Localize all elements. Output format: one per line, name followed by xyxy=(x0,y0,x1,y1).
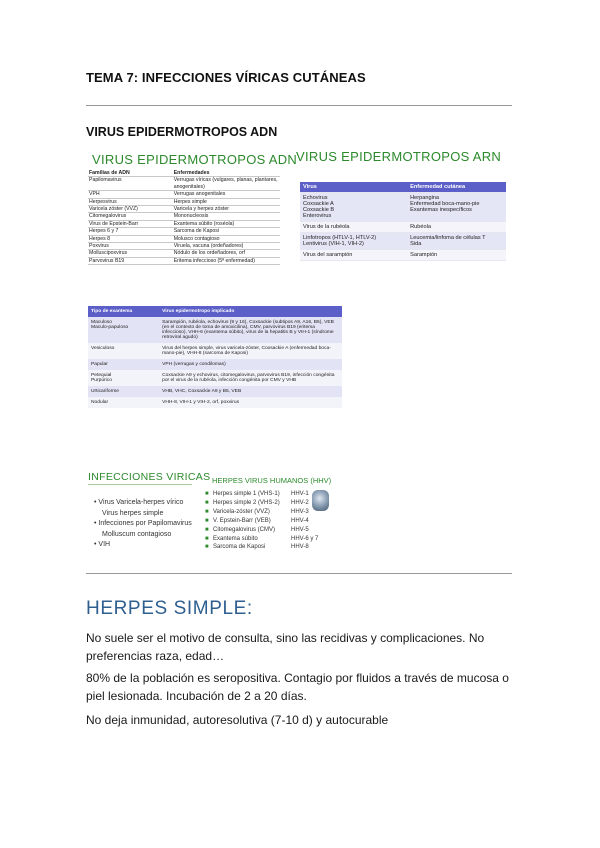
adn-cell-disease: Molusco contagioso xyxy=(173,235,220,242)
arn-cell-virus: Linfotropos (HTLV-1, HTLV-2) Lentivirus (VIH-1, VIH-2) xyxy=(300,233,407,250)
infecciones-item: Molluscum contagioso xyxy=(102,530,172,538)
adn-cell-family: Varicela zóster (VVZ) xyxy=(89,206,138,213)
bullet-icon: ■ xyxy=(205,517,209,524)
adn-cell-family: Citomegalovirus xyxy=(89,213,127,220)
infecciones-title: INFECCIONES VIRICAS xyxy=(88,471,211,483)
herpes-heading: HERPES SIMPLE: xyxy=(86,598,253,619)
hhv-name: Herpes simple 2 (VHS-2) xyxy=(213,499,280,506)
exantema-header-row xyxy=(88,306,342,317)
arn-cell-disease: Sarampión xyxy=(407,250,506,261)
exantema-table-image xyxy=(88,306,342,408)
adn-cell-disease: Viruela, vacuna (ordeñadores) xyxy=(173,243,244,250)
hhv-code: HHV-2 xyxy=(291,499,309,506)
adn-cell-family: Poxvirus xyxy=(89,243,109,250)
arn-row xyxy=(300,233,506,250)
arn-row xyxy=(300,250,506,261)
exantema-cell-virus: Sarampión, rubéola, echovirus (9 y 16), Coxsackie (subtipos A9, A16, B5), VEB (en el contexto de toma de amoxicilina), CMV, parvovirus B19 (eritema infeccioso), VHH-6 (exantema súbito), virus de la hepatitis B y VIH-1 (síndrome retroviral agudo) xyxy=(159,317,342,343)
adn-cell-disease: Herpes simple xyxy=(173,198,207,205)
adn-row xyxy=(88,191,280,198)
hhv-row xyxy=(205,535,331,544)
hhv-row xyxy=(205,508,331,517)
infecciones-underline xyxy=(88,484,192,485)
adn-cell-disease: Verrugas víricas (vulgares, planas, plantares, anogenitales) xyxy=(173,177,278,190)
adn-cell-family: VPH xyxy=(89,191,100,198)
exantema-cell-virus: Virus del herpes simple, virus varicela-zóster, Coxsackie A (enfermedad boca-mano-pie), VHH-8 (sarcoma de Kaposi) xyxy=(159,343,342,359)
infecciones-list xyxy=(94,498,192,551)
adn-cell-disease: Exantema súbito (roséola) xyxy=(173,220,235,227)
adn-cell-family: Familias de ADN xyxy=(89,170,130,176)
adn-row xyxy=(88,221,280,228)
section-heading-adn: VIRUS EPIDERMOTROPOS ADN xyxy=(86,125,278,139)
exantema-cell-type: Vesiculoso xyxy=(88,343,159,359)
hhv-name: Citomegalovirus (CMV) xyxy=(213,526,276,533)
exantema-cell-type: Petequial Purpúrico xyxy=(88,370,159,386)
exantema-cell-virus: VPH (verrugas y condilomas) xyxy=(159,359,342,370)
arn-cell-virus: Virus del sarampión xyxy=(300,250,407,261)
arn-header-cell: Virus xyxy=(300,182,407,193)
hhv-code: HHV-4 xyxy=(291,517,309,524)
adn-row xyxy=(88,213,280,220)
adn-cell-disease: Enfermedades xyxy=(173,170,210,176)
divider-top xyxy=(86,105,512,106)
document-title: TEMA 7: INFECCIONES VÍRICAS CUTÁNEAS xyxy=(86,70,366,85)
adn-row xyxy=(88,236,280,243)
arn-cell-disease: Rubéola xyxy=(407,222,506,233)
exantema-cell-type: Urticariforme xyxy=(88,386,159,397)
paragraph-1: No suele ser el motivo de consulta, sino las recidivas y complicaciones. No preferencias raza, edad… xyxy=(86,631,485,663)
arn-row xyxy=(300,193,506,222)
infecciones-item: • Virus Varicela-herpes vírico xyxy=(94,499,184,506)
arn-row xyxy=(300,222,506,233)
divider-middle xyxy=(86,573,512,574)
exantema-row xyxy=(88,317,342,343)
paragraph-3: No deja inmunidad, autoresolutiva (7-10 d) y autocurable xyxy=(86,713,389,727)
infecciones-item: Virus herpes simple xyxy=(102,509,164,517)
adn-cell-family: Virus de Epstein-Barr xyxy=(89,220,139,227)
bullet-icon: ■ xyxy=(205,499,209,506)
adn-row xyxy=(88,199,280,206)
adn-cell-disease: Eritema infeccioso (5ª enfermedad) xyxy=(173,257,255,264)
hhv-row xyxy=(205,517,331,526)
adn-image-title: VIRUS EPIDERMOTROPOS ADN xyxy=(92,152,298,167)
adn-cell-family: Molluscipoxvirus xyxy=(89,250,128,257)
hhv-code: HHV-8 xyxy=(291,544,309,551)
exantema-cell-type: Nodular xyxy=(88,397,159,408)
adn-row xyxy=(88,258,280,265)
exantema-header-cell: Virus epidermotropo implicado xyxy=(159,306,342,317)
exantema-row xyxy=(88,386,342,397)
arn-cell-virus: Echovirus Coxsackie A Coxsackie B Enterovirus xyxy=(300,193,407,222)
arn-header-row xyxy=(300,182,506,193)
adn-cell-disease: Nódulo de los ordeñadores, orf xyxy=(173,250,245,257)
bullet-icon: ■ xyxy=(205,491,209,497)
exantema-row xyxy=(88,359,342,370)
bullet-icon: ■ xyxy=(205,535,209,542)
adn-cell-disease: Sarcoma de Kaposi xyxy=(173,228,219,235)
bullet-icon: ■ xyxy=(205,544,209,551)
adn-row xyxy=(88,177,280,191)
exantema-header-cell: Tipo de exantema xyxy=(88,306,159,317)
exantema-row xyxy=(88,343,342,359)
adn-cell-disease: Mononucleosis xyxy=(173,213,209,220)
exantema-cell-virus: Coxsackie A9 y echovirus, citomegalovirus, parvovirus B19, infección congénita por el virus de la rubéola, infección congénita por CMV y VHB xyxy=(159,370,342,386)
hhv-name: Exantema súbito xyxy=(213,535,258,542)
adn-cell-disease: Verrugas anogenitales xyxy=(173,191,226,198)
exantema-cell-type: Maculoso Maculo-papuloso xyxy=(88,317,159,343)
infecciones-item: • Infecciones por Papilomavirus xyxy=(94,520,192,527)
adn-cell-family: Parvovirus B19 xyxy=(89,257,125,264)
hhv-name: Herpes simple 1 (VHS-1) xyxy=(213,491,280,497)
virus-image xyxy=(312,490,329,511)
hhv-name: V. Epstein-Barr (VEB) xyxy=(213,517,271,524)
infecciones-item: • VIH xyxy=(94,541,111,548)
hhv-code: HHV-1 xyxy=(291,491,309,497)
adn-cell-family: Papilomavirus xyxy=(89,177,122,184)
hhv-row xyxy=(205,543,331,552)
exantema-cell-virus: VHB, VHC, Coxsackie A9 y B5, VEB xyxy=(159,386,342,397)
arn-cell-disease: Herpangina Enfermedad boca-mano-pie Exantemas inespecíficos xyxy=(407,193,506,222)
adn-row xyxy=(88,170,280,177)
arn-header-cell: Enfermedad cutánea xyxy=(407,182,506,193)
paragraph-2: 80% de la población es seropositiva. Contagio por fluidos a través de mucosa o piel lesionada. Incubación de 2 a 20 días. xyxy=(86,671,509,703)
hhv-name: Varicela-zóster (VVZ) xyxy=(213,508,270,515)
arn-cell-virus: Virus de la rubéola xyxy=(300,222,407,233)
hhv-name: Sarcoma de Kaposi xyxy=(213,544,266,551)
exantema-cell-virus: VHH-8, VIH-1 y VIH-2, orf, poxvirus xyxy=(159,397,342,408)
adn-cell-family: Herpes 8 xyxy=(89,235,111,242)
exantema-row xyxy=(88,370,342,386)
adn-table-image xyxy=(88,170,280,265)
bullet-icon: ■ xyxy=(205,526,209,533)
adn-cell-family: Herpes 6 y 7 xyxy=(89,228,119,235)
adn-cell-disease: Varicela y herpes zóster xyxy=(173,206,229,213)
adn-cell-family: Herpesvirus xyxy=(89,198,117,205)
hhv-title: HERPES VIRUS HUMANOS (HHV) xyxy=(212,476,332,485)
adn-row xyxy=(88,243,280,250)
adn-row xyxy=(88,206,280,213)
adn-row xyxy=(88,250,280,257)
arn-cell-disease: Leucemia/linfoma de células T Sida xyxy=(407,233,506,250)
hhv-code: HHV-3 xyxy=(291,508,309,515)
bullet-icon: ■ xyxy=(205,508,209,515)
arn-image-title: VIRUS EPIDERMOTROPOS ARN xyxy=(296,149,502,164)
exantema-cell-type: Papular xyxy=(88,359,159,370)
adn-row xyxy=(88,228,280,235)
exantema-row xyxy=(88,397,342,408)
hhv-row xyxy=(205,526,331,535)
hhv-code: HHV-5 xyxy=(291,526,309,533)
hhv-code: HHV-6 y 7 xyxy=(291,535,319,542)
arn-table-image xyxy=(300,182,506,261)
